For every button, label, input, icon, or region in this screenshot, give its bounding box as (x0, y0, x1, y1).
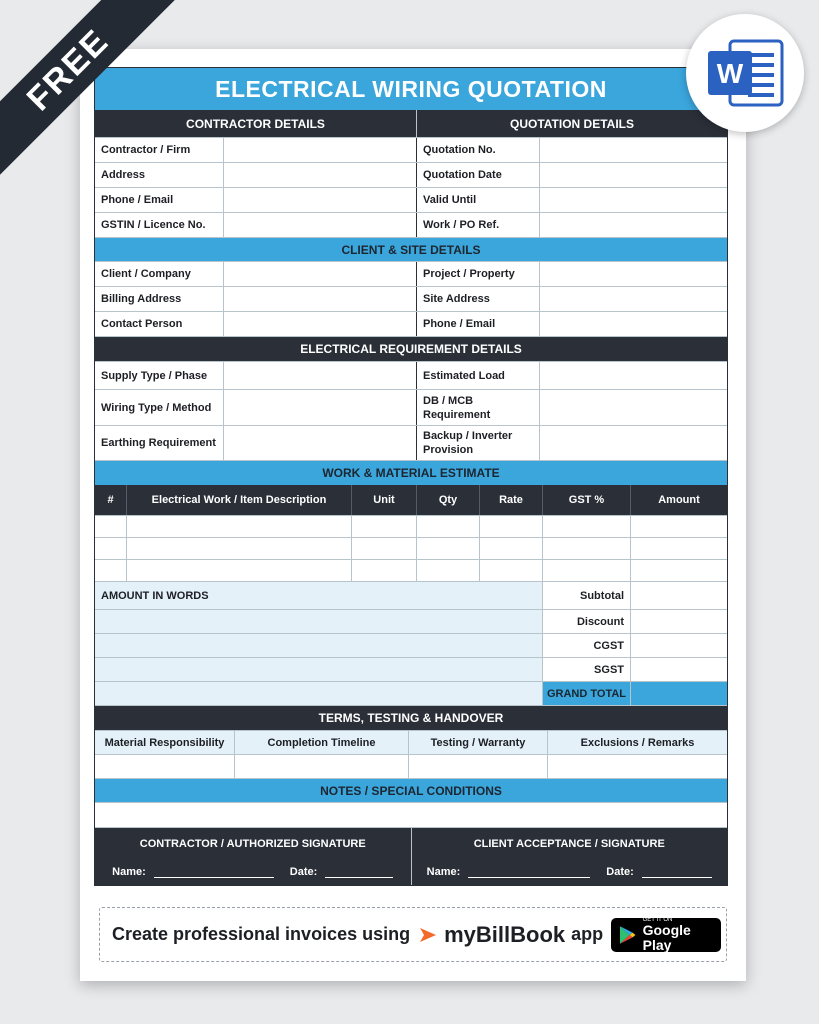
col-amount: Amount (631, 485, 727, 515)
amount-in-words-field-4[interactable] (95, 682, 543, 705)
backup-inverter-label: Backup / Inverter Provision (417, 426, 540, 460)
work-material-header: WORK & MATERIAL ESTIMATE (95, 460, 727, 485)
exclusions-remarks-label: Exclusions / Remarks (548, 731, 727, 754)
project-property-label: Project / Property (417, 262, 540, 286)
client-signature-block (411, 828, 728, 885)
testing-warranty-label: Testing / Warranty (409, 731, 548, 754)
contact-person-field[interactable] (224, 312, 417, 336)
testing-warranty-field[interactable] (409, 755, 548, 778)
address-field[interactable] (224, 163, 417, 187)
earthing-field[interactable] (224, 426, 417, 460)
work-po-field[interactable] (540, 213, 727, 237)
quotation-no-field[interactable] (540, 138, 727, 162)
word-badge[interactable] (686, 14, 804, 132)
grand-total-label: GRAND TOTAL (543, 682, 631, 705)
cgst-label: CGST (543, 634, 631, 657)
contractor-signature-label: CONTRACTOR / AUTHORIZED SIGNATURE (139, 838, 366, 850)
col-number: # (95, 485, 127, 515)
contractor-date-field[interactable] (325, 867, 393, 878)
estimated-load-field[interactable] (540, 362, 727, 389)
promo-banner[interactable] (99, 907, 727, 962)
client-date-field[interactable] (642, 867, 712, 878)
col-qty: Qty (417, 485, 480, 515)
col-description: Electrical Work / Item Description (127, 485, 352, 515)
supply-type-label: Supply Type / Phase (95, 362, 224, 389)
backup-inverter-field[interactable] (540, 426, 727, 460)
client-name-label: Name: (426, 866, 461, 878)
electrical-header: ELECTRICAL REQUIREMENT DETAILS (95, 336, 727, 361)
client-signature-label: CLIENT ACCEPTANCE / SIGNATURE (473, 838, 665, 850)
amount-in-words-field-1[interactable] (95, 610, 543, 633)
quotation-date-label: Quotation Date (417, 163, 540, 187)
site-address-field[interactable] (540, 287, 727, 311)
table-row[interactable] (95, 559, 727, 581)
free-ribbon (0, 0, 200, 200)
subtotal-field[interactable] (631, 582, 727, 609)
contractor-firm-field[interactable] (224, 138, 417, 162)
client-name-field[interactable] (468, 867, 590, 878)
quotation-details-header: QUOTATION DETAILS (417, 110, 727, 137)
google-play-small-text: GET IT ON (642, 916, 673, 923)
client-company-label: Client / Company (95, 262, 224, 286)
client-site-header: CLIENT & SITE DETAILS (95, 237, 727, 261)
gstin-field[interactable] (224, 213, 417, 237)
discount-label: Discount (543, 610, 631, 633)
completion-timeline-field[interactable] (235, 755, 409, 778)
amount-in-words-label: AMOUNT IN WORDS (95, 582, 543, 609)
notes-field[interactable] (95, 802, 727, 827)
material-responsibility-label: Material Responsibility (95, 731, 235, 754)
project-property-field[interactable] (540, 262, 727, 286)
signature-area (95, 827, 727, 885)
db-mcb-field[interactable] (540, 390, 727, 425)
free-ribbon-label: FREE (0, 0, 178, 180)
google-play-icon (619, 925, 636, 945)
phone-email-field[interactable] (224, 188, 417, 212)
billing-address-field[interactable] (224, 287, 417, 311)
client-phone-field[interactable] (540, 312, 727, 336)
col-unit: Unit (352, 485, 417, 515)
contractor-signature-block (95, 828, 411, 885)
cgst-field[interactable] (631, 634, 727, 657)
contractor-details-header: CONTRACTOR DETAILS (95, 110, 417, 137)
phone-email-label: Phone / Email (95, 188, 224, 212)
wiring-type-label: Wiring Type / Method (95, 390, 224, 425)
col-gst: GST % (543, 485, 631, 515)
table-row[interactable] (95, 537, 727, 559)
estimated-load-label: Estimated Load (417, 362, 540, 389)
site-address-label: Site Address (417, 287, 540, 311)
earthing-label: Earthing Requirement (95, 426, 224, 460)
quotation-no-label: Quotation No. (417, 138, 540, 162)
mybillbook-logo-icon (418, 925, 438, 945)
discount-field[interactable] (631, 610, 727, 633)
sgst-field[interactable] (631, 658, 727, 681)
grand-total-field[interactable] (631, 682, 727, 705)
quotation-date-field[interactable] (540, 163, 727, 187)
word-icon (704, 37, 786, 109)
notes-header: NOTES / SPECIAL CONDITIONS (95, 778, 727, 802)
sgst-label: SGST (543, 658, 631, 681)
address-label: Address (95, 163, 224, 187)
contractor-name-label: Name: (112, 866, 146, 878)
db-mcb-label: DB / MCB Requirement (417, 390, 540, 425)
col-rate: Rate (480, 485, 543, 515)
valid-until-field[interactable] (540, 188, 727, 212)
word-letter: W (716, 58, 744, 89)
terms-header: TERMS, TESTING & HANDOVER (95, 705, 727, 730)
google-play-button[interactable] (611, 918, 721, 952)
work-po-label: Work / PO Ref. (417, 213, 540, 237)
promo-text: Create professional invoices using (112, 924, 411, 944)
estimate-table-header (95, 485, 727, 515)
amount-in-words-field-2[interactable] (95, 634, 543, 657)
wiring-type-field[interactable] (224, 390, 417, 425)
amount-in-words-field-3[interactable] (95, 658, 543, 681)
valid-until-label: Valid Until (417, 188, 540, 212)
brand-name: myBillBook (444, 921, 566, 947)
material-responsibility-field[interactable] (95, 755, 235, 778)
completion-timeline-label: Completion Timeline (235, 731, 409, 754)
contractor-name-field[interactable] (154, 867, 274, 878)
exclusions-remarks-field[interactable] (548, 755, 727, 778)
google-play-text: Google Play (642, 921, 691, 953)
contact-person-label: Contact Person (95, 312, 224, 336)
table-row[interactable] (95, 515, 727, 537)
form-title: ELECTRICAL WIRING QUOTATION (95, 68, 727, 110)
client-company-field[interactable] (224, 262, 417, 286)
supply-type-field[interactable] (224, 362, 417, 389)
promo-app-word: app (571, 924, 604, 944)
gstin-label: GSTIN / Licence No. (95, 213, 224, 237)
client-date-label: Date: (606, 866, 634, 878)
subtotal-label: Subtotal (543, 582, 631, 609)
contractor-date-label: Date: (289, 866, 318, 878)
contractor-firm-label: Contractor / Firm (95, 138, 224, 162)
client-phone-label: Phone / Email (417, 312, 540, 336)
billing-address-label: Billing Address (95, 287, 224, 311)
